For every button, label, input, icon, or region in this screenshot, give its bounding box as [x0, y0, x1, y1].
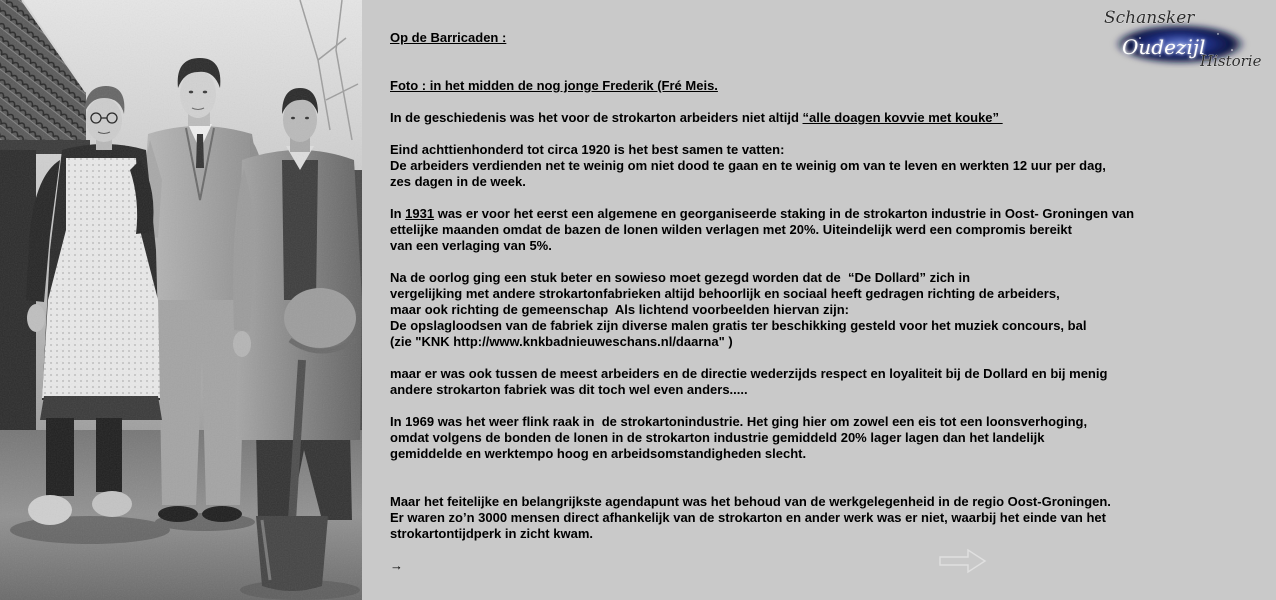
- paragraph-4: [390, 366, 1134, 398]
- paragraph-2-prefix: In: [390, 206, 406, 221]
- paragraph-line: omdat volgens de bonden de lonen in de strokarton industrie gemiddeld 20% lager lagen dan het landelijk: [390, 430, 1045, 445]
- paragraph-line: andere strokarton fabriek was dit toch wel even anders.....: [390, 382, 748, 397]
- paragraph-line: Er waren zo’n 3000 mensen direct afhankelijk van de strokarton en ander werk was er niet, waarbij het einde van het: [390, 510, 1106, 525]
- paragraph-line: zes dagen in de week.: [390, 174, 526, 189]
- paragraph-3: [390, 270, 1134, 350]
- photo-caption: Foto : in het midden de nog jonge Frederik (Fré Meis.: [390, 78, 718, 93]
- paragraph-2: [390, 206, 1134, 254]
- year-1931: 1931: [405, 206, 435, 221]
- article: [390, 30, 1134, 574]
- paragraph-line: maar er was ook tussen de meest arbeiders en de directie wederzijds respect en loyaliteit bij de Dollard en bij menig: [390, 366, 1108, 381]
- paragraph-line: (zie "KNK http://www.knkbadnieuweschans.nl/daarna" ): [390, 334, 733, 349]
- paragraph-line: maar ook richting de gemeenschap Als lichtend voorbeelden hiervan zijn:: [390, 302, 849, 317]
- logo-text-top: Schansker: [1104, 8, 1195, 28]
- paragraph-line: gemiddelde en werktempo hoog en arbeidsomstandigheden slecht.: [390, 446, 807, 461]
- paragraph-line: van een verlaging van 5%.: [390, 238, 552, 253]
- logo-text-middle: Oudezijl: [1122, 35, 1206, 59]
- page-title: Op de Barricaden :: [390, 30, 507, 45]
- paragraph-line: In 1969 was het weer flink raak in de strokartonindustrie. Het ging hier om zowel een eis tot een loonsverhoging,: [390, 414, 1088, 429]
- next-page-arrow-icon[interactable]: [938, 546, 988, 576]
- intro-text: In de geschiedenis was het voor de strokarton arbeiders niet altijd: [390, 110, 803, 125]
- paragraph-line: Eind achttienhonderd tot circa 1920 is het best samen te vatten:: [390, 142, 785, 157]
- paragraph-line: De arbeiders verdienden net te weinig om niet dood te gaan en te weinig om van te leven en werkten 12 uur per dag,: [390, 158, 1106, 173]
- intro-quote: “alle doagen kovvie met kouke”: [802, 110, 1003, 125]
- paragraph-line: strokartontijdperk in zicht kwam.: [390, 526, 593, 541]
- end-arrow: →: [390, 558, 403, 573]
- paragraph-5: [390, 414, 1134, 462]
- logo-text-bottom: Historie: [1200, 52, 1262, 68]
- paragraph-line: Maar het feitelijke en belangrijkste agendapunt was het behoud van de werkgelegenheid in de regio Oost-Groningen.: [390, 494, 1111, 509]
- paragraph-line: De opslagloodsen van de fabriek zijn diverse malen gratis ter beschikking gesteld voor het muziek concours, bal: [390, 318, 1087, 333]
- paragraph-1: [390, 142, 1134, 190]
- paragraph-2-rest: was er voor het eerst een algemene en georganiseerde staking in de strokarton industrie in Oost- Groningen van: [434, 206, 1135, 221]
- paragraph-6: [390, 494, 1134, 542]
- paragraph-line: vergelijking met andere strokartonfabrieken altijd behoorlijk en sociaal heeft gedragen richting de arbeiders,: [390, 286, 1060, 301]
- photo-grain: [0, 0, 362, 600]
- paragraph-line: [390, 206, 1134, 222]
- intro-line: [390, 110, 1134, 126]
- historic-photo: [0, 0, 362, 600]
- paragraph-line: Na de oorlog ging een stuk beter en sowieso moet gezegd worden dat de “De Dollard” zich in: [390, 270, 971, 285]
- paragraph-line: ettelijke maanden omdat de bazen de lonen wilden verlagen met 20%. Uiteindelijk werd een compromis bereikt: [390, 222, 1072, 237]
